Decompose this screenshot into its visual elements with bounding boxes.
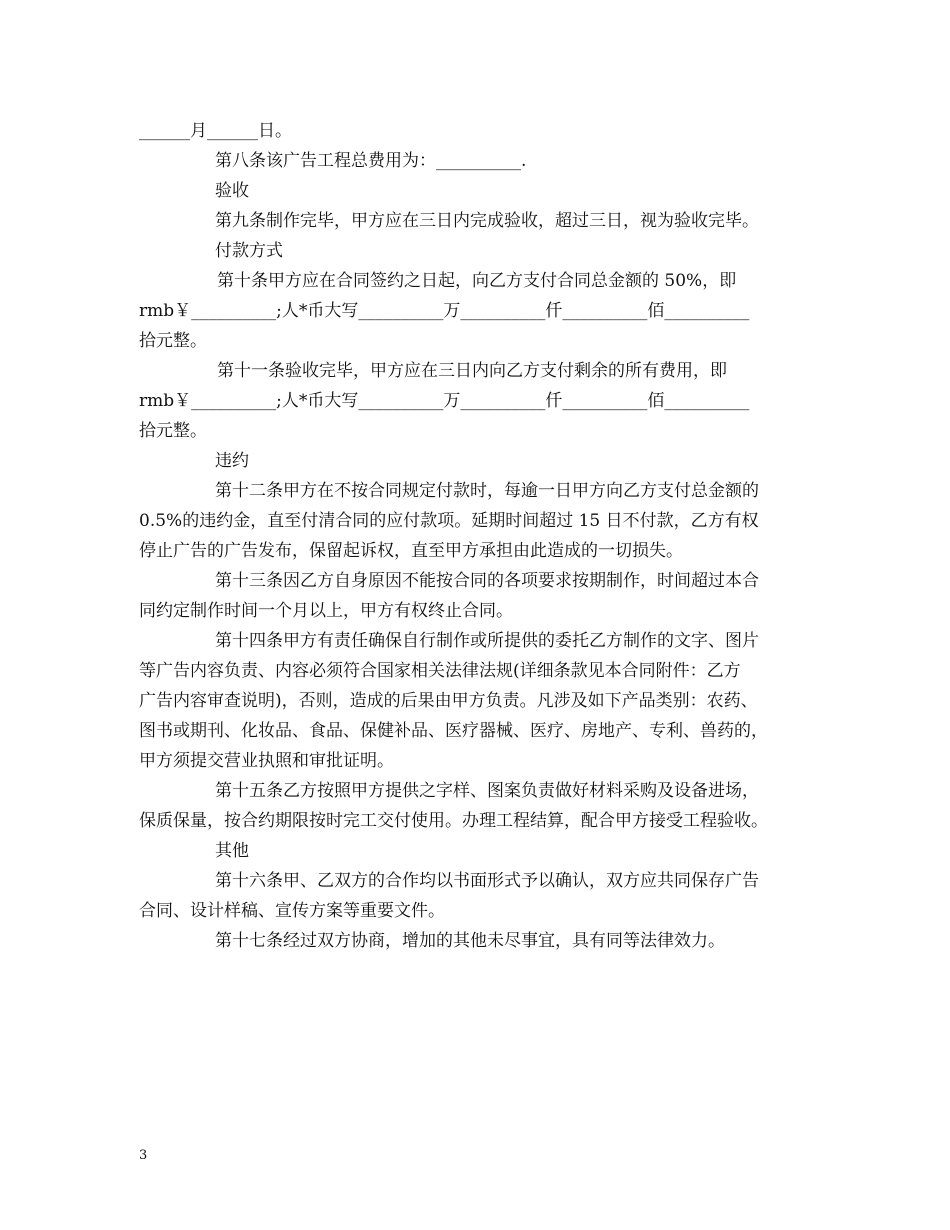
- date-blank-line: ______月______日。: [139, 121, 292, 141]
- article-10-line-2: rmb￥__________;人*币大写__________万__________仟__________佰__________: [139, 301, 750, 321]
- article-11-line-2: rmb￥__________;人*币大写__________万__________仟__________佰__________: [139, 391, 750, 411]
- article-14-line-1: 第十四条甲方有责任确保自行制作或所提供的委托乙方制作的文字、图片: [215, 631, 759, 651]
- section-heading-payment: 付款方式: [215, 241, 283, 261]
- article-13-line-1: 第十三条因乙方自身原因不能按合同的各项要求按期制作，时间超过本合: [215, 571, 759, 591]
- article-10-line-3: 拾元整。: [139, 331, 207, 351]
- section-heading-acceptance: 验收: [215, 181, 249, 201]
- article-8: 第八条该广告工程总费用为：__________.: [215, 151, 527, 171]
- article-15-line-2: 保质保量，按合约期限按时完工交付使用。办理工程结算，配合甲方接受工程验收。: [139, 811, 768, 831]
- article-17: 第十七条经过双方协商，增加的其他未尽事宜，具有同等法律效力。: [215, 931, 725, 951]
- article-16-line-1: 第十六条甲、乙双方的合作均以书面形式予以确认，双方应共同保存广告: [215, 871, 759, 891]
- article-12-line-2: 0.5%的违约金，直至付清合同的应付款项。延期时间超过 15 日不付款，乙方有权: [139, 511, 759, 531]
- article-9: 第九条制作完毕，甲方应在三日内完成验收，超过三日，视为验收完毕。: [215, 211, 759, 231]
- article-16-line-2: 合同、设计样稿、宣传方案等重要文件。: [139, 901, 445, 921]
- article-12-line-1: 第十二条甲方在不按合同规定付款时，每逾一日甲方向乙方支付总金额的: [215, 481, 759, 501]
- article-11-line-1: 第十一条验收完毕，甲方应在三日内向乙方支付剩余的所有费用，即: [217, 361, 727, 381]
- article-11-line-3: 拾元整。: [139, 421, 207, 441]
- article-14-line-4: 图书或期刊、化妆品、食品、保健补品、医疗器械、医疗、房地产、专利、兽药的，: [139, 721, 768, 741]
- article-15-line-1: 第十五条乙方按照甲方提供之字样、图案负责做好材料采购及设备进场，: [215, 781, 759, 801]
- section-heading-other: 其他: [215, 841, 249, 861]
- section-heading-breach: 违约: [215, 451, 249, 471]
- article-14-line-5: 甲方须提交营业执照和审批证明。: [139, 751, 394, 771]
- article-10-line-1: 第十条甲方应在合同签约之日起，向乙方支付合同总金额的 50%，即: [217, 271, 737, 291]
- page-number: 3: [139, 1148, 148, 1163]
- article-12-line-3: 停止广告的广告发布，保留起诉权，直至甲方承担由此造成的一切损失。: [139, 541, 683, 561]
- article-14-line-2: 等广告内容负责、内容必须符合国家相关法律法规(详细条款见本合同附件：乙方: [139, 661, 741, 681]
- document-body: [139, 116, 819, 956]
- article-14-line-3: 广告内容审查说明)，否则，造成的后果由甲方负责。凡涉及如下产品类别：农药、: [139, 691, 758, 711]
- article-13-line-2: 同约定制作时间一个月以上，甲方有权终止合同。: [139, 601, 513, 621]
